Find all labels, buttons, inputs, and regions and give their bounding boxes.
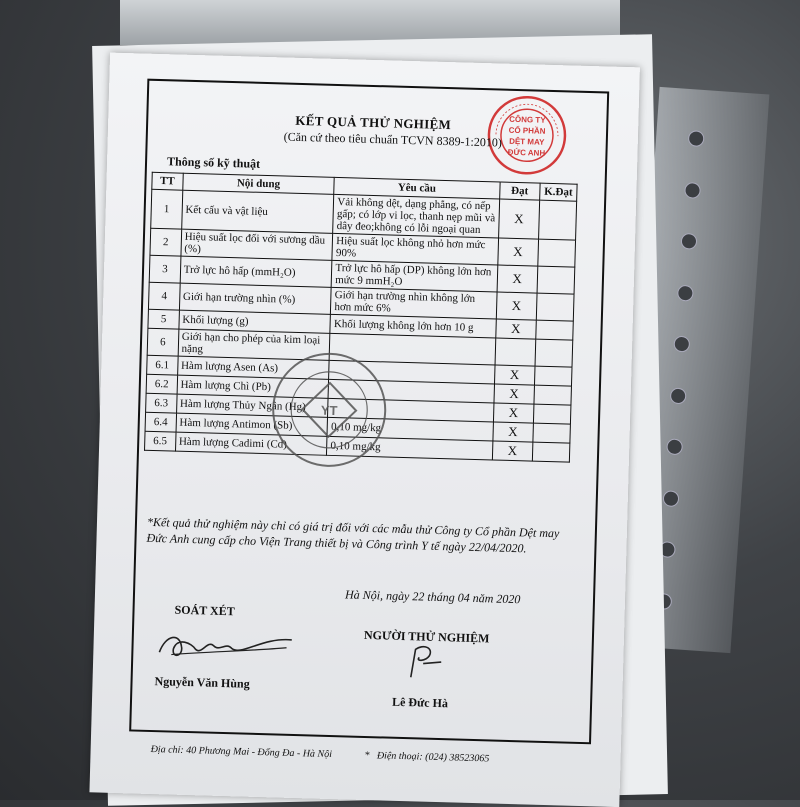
row-content: Giới hạn cho phép của kim loại nặng <box>178 329 330 360</box>
row-number: 2 <box>150 228 181 256</box>
row-content: Giới hạn trường nhìn (%) <box>179 283 331 314</box>
reviewer-label: SOÁT XÉT <box>174 602 235 619</box>
header-content: Nội dung <box>182 173 334 194</box>
test-result-document <box>89 53 639 807</box>
svg-text:CÔNG TY: CÔNG TY <box>509 114 546 125</box>
header-pass: Đạt <box>499 182 540 200</box>
reviewer-signature <box>151 624 302 668</box>
row-number: 6.2 <box>146 374 177 394</box>
footer-address: Địa chỉ: 40 Phương Mai - Đống Đa - Hà Nội <box>150 744 333 761</box>
svg-text:DỆT MAY: DỆT MAY <box>509 136 545 147</box>
row-pass-mark: X <box>492 422 533 442</box>
row-pass-mark: X <box>493 403 534 423</box>
row-pass-mark: X <box>492 441 533 461</box>
row-fail-mark <box>539 200 577 240</box>
row-content: Hàm lượng Chì (Pb) <box>177 375 329 398</box>
row-content: Khối lượng (g) <box>179 310 331 333</box>
row-pass-mark: X <box>494 365 535 385</box>
tester-signature <box>393 641 454 683</box>
footer: Địa chỉ: 40 Phương Mai - Đống Đa - Hà Nội * Điện thoại: (024) 38523065 <box>150 744 490 765</box>
row-number: 5 <box>148 309 179 329</box>
row-fail-mark <box>537 266 575 294</box>
row-content: Hàm lượng Asen (As) <box>177 356 329 379</box>
row-requirement: Hiệu suất lọc không nhỏ hơn mức 90% <box>332 233 498 265</box>
row-requirement: Trở lực hô hấp (DP) không lớn hơn mức 9 mmH₂O <box>331 260 497 292</box>
date-line: Hà Nội, ngày 22 tháng 04 năm 2020 <box>344 587 521 607</box>
document-title: KẾT QUẢ THỬ NGHIỆM <box>295 112 452 133</box>
row-fail-mark <box>538 239 576 267</box>
row-requirement: Giới hạn trường nhìn không lớn hơn mức 6% <box>331 287 497 319</box>
row-content: Hàm lượng Antimon (Sb) <box>176 413 328 436</box>
row-pass-mark: X <box>497 238 538 266</box>
row-requirement: Khối lượng không lớn hơn 10 g <box>330 314 496 338</box>
row-content: Kết cấu và vật liệu <box>181 190 334 233</box>
row-number: 6.4 <box>145 412 176 432</box>
row-fail-mark <box>536 293 574 321</box>
row-requirement: 0,10 mg/kg <box>327 417 493 441</box>
validity-note: *Kết quả thử nghiệm này chỉ có giá trị đối với các mẫu thử Công ty Cổ phần Dệt may Đức Anh cung cấp cho Viện Trang thiết bị và Công trình Y tế ngày 22/04/2020. <box>146 514 560 556</box>
row-number: 1 <box>151 189 183 229</box>
tester-label: NGƯỜI THỬ NGHIỆM <box>363 627 490 646</box>
row-number: 6 <box>147 328 178 356</box>
header-tt: TT <box>152 172 183 190</box>
row-number: 3 <box>149 255 180 283</box>
row-pass-mark: X <box>495 319 536 339</box>
row-requirement: Vải không dệt, dạng phẳng, có nếp gấp; có lớp vi lọc, thanh nẹp mũi và dây đeo;không có lỗi ngoại quan <box>333 194 499 238</box>
row-fail-mark <box>532 442 570 462</box>
row-number: 6.3 <box>146 393 177 413</box>
row-fail-mark <box>535 366 573 386</box>
header-requirement: Yêu cầu <box>334 177 500 199</box>
stamp-center-text: YT <box>320 402 338 419</box>
row-content: Trở lực hô hấp (mmH₂O) <box>180 256 332 287</box>
svg-text:CỔ PHẦN: CỔ PHẦN <box>508 125 546 136</box>
row-pass-mark: X <box>498 199 540 239</box>
tester-name: Lê Đức Hà <box>391 694 449 711</box>
row-fail-mark <box>533 423 571 443</box>
footer-phone: Điện thoại: (024) 38523065 <box>376 750 490 765</box>
row-number: 6.5 <box>145 431 176 451</box>
institute-stamp <box>269 349 390 470</box>
row-pass-mark <box>495 338 536 366</box>
section-heading: Thông số kỹ thuật <box>166 154 261 171</box>
row-content: Hiệu suất lọc đối với sương dầu (%) <box>181 229 333 260</box>
row-fail-mark <box>535 339 573 367</box>
svg-text:ĐỨC ANH: ĐỨC ANH <box>507 147 546 158</box>
row-requirement: 0,10 mg/kg <box>327 436 493 460</box>
reviewer-name: Nguyễn Văn Hùng <box>154 674 250 691</box>
row-content: Hàm lượng Cadimi (Cd) <box>175 432 327 455</box>
row-number: 4 <box>148 282 179 310</box>
row-fail-mark <box>534 385 572 405</box>
header-fail: K.Đạt <box>540 183 577 201</box>
row-fail-mark <box>536 320 574 340</box>
row-fail-mark <box>533 404 571 424</box>
document-subtitle: (Căn cứ theo tiêu chuẩn TCVN 8389-1:2010) <box>283 129 503 150</box>
row-number: 6.1 <box>147 355 178 375</box>
row-pass-mark: X <box>497 265 538 293</box>
row-pass-mark: X <box>494 384 535 404</box>
row-pass-mark: X <box>496 292 537 320</box>
row-content: Hàm lượng Thủy Ngân (Hg) <box>176 394 328 417</box>
